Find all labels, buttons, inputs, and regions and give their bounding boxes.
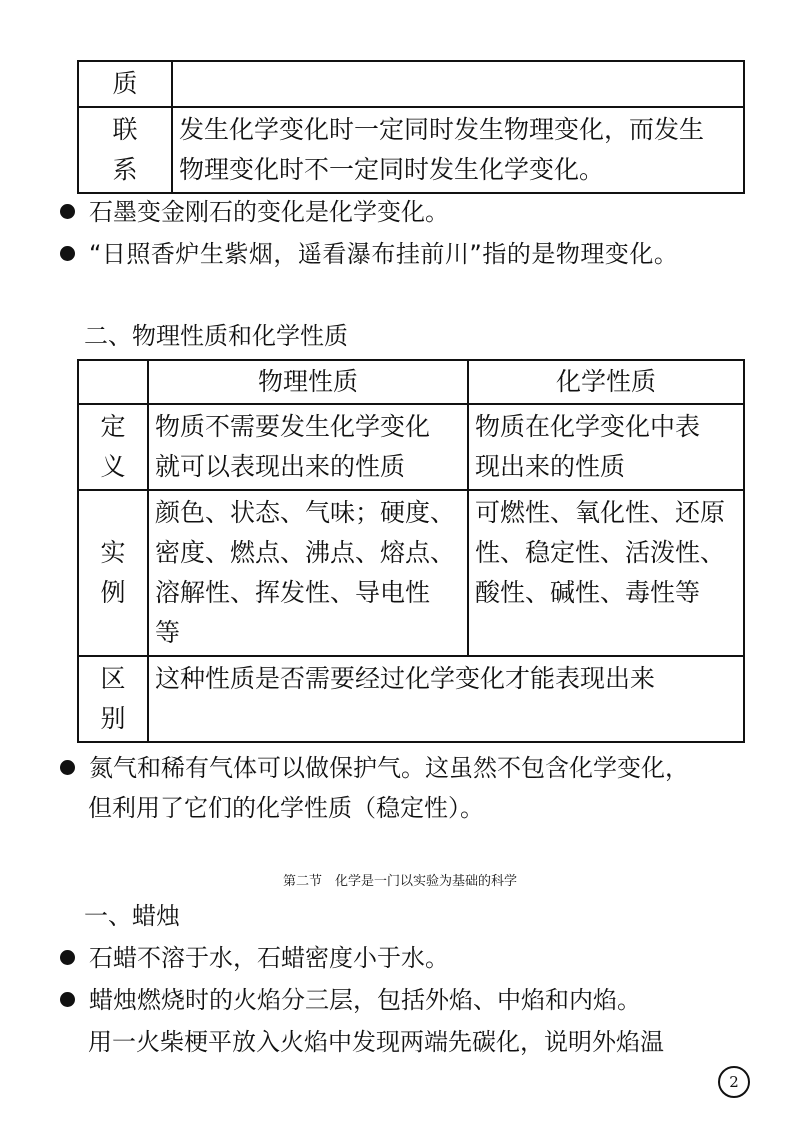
label-char: 别 bbox=[100, 704, 126, 733]
header-cell: 化学性质 bbox=[468, 360, 744, 404]
table-row bbox=[78, 107, 744, 193]
bullet-continuation: 但利用了它们的化学性质（稳定性）。 bbox=[88, 794, 484, 822]
bullet-icon bbox=[60, 992, 75, 1007]
table-cell bbox=[148, 404, 468, 490]
list-item bbox=[60, 980, 641, 1020]
list-item bbox=[60, 192, 449, 232]
bullet-text: 氮气和稀有气体可以做保护气。这虽然不包含化学变化， bbox=[89, 754, 689, 782]
label-char: 联 bbox=[112, 115, 138, 144]
label-char: 质 bbox=[112, 69, 138, 98]
label-char: 例 bbox=[100, 578, 126, 607]
cell-line: 性、稳定性、活泼性、 bbox=[475, 538, 726, 567]
cell-line: 等 bbox=[155, 618, 181, 647]
bullet-icon bbox=[60, 246, 75, 261]
properties-table bbox=[77, 359, 745, 743]
cell-line: 现出来的性质 bbox=[475, 452, 626, 481]
cell-line: 就可以表现出来的性质 bbox=[155, 452, 406, 481]
row-label bbox=[78, 490, 148, 656]
label-char: 义 bbox=[100, 452, 126, 481]
table-row bbox=[78, 490, 744, 656]
bullet-icon bbox=[60, 204, 75, 219]
list-item bbox=[60, 234, 678, 274]
table-cell bbox=[468, 490, 744, 656]
table-row bbox=[78, 61, 744, 107]
cell-line: 物理变化时不一定同时发生化学变化。 bbox=[179, 155, 605, 184]
list-item bbox=[60, 748, 689, 788]
table-cell: 这种性质是否需要经过化学变化才能表现出来 bbox=[148, 656, 744, 742]
cell-line: 物质不需要发生化学变化 bbox=[155, 412, 431, 441]
cell-line: 密度、燃点、沸点、熔点、 bbox=[155, 538, 456, 567]
row-label bbox=[78, 61, 172, 107]
row-label bbox=[78, 656, 148, 742]
table-row bbox=[78, 404, 744, 490]
label-char: 定 bbox=[100, 412, 126, 441]
label-char: 系 bbox=[112, 155, 138, 184]
cell-line: 物质在化学变化中表 bbox=[475, 412, 701, 441]
table-row bbox=[78, 656, 744, 742]
bullet-continuation: 用一火柴梗平放入火焰中发现两端先碳化，说明外焰温 bbox=[88, 1028, 664, 1056]
cell-line: 可燃性、氧化性、还原 bbox=[475, 498, 726, 527]
section-heading: 二、物理性质和化学性质 bbox=[84, 322, 348, 350]
table-cell bbox=[172, 107, 744, 193]
cell-line: 酸性、碱性、毒性等 bbox=[475, 578, 701, 607]
header-cell bbox=[78, 360, 148, 404]
bullet-icon bbox=[60, 950, 75, 965]
bullet-text: “日照香炉生紫烟，遥看瀑布挂前川”指的是物理变化。 bbox=[89, 240, 679, 268]
cell-line: 溶解性、挥发性、导电性 bbox=[155, 578, 431, 607]
list-item bbox=[60, 938, 449, 978]
table-header-row bbox=[78, 360, 744, 404]
bullet-text: 石蜡不溶于水，石蜡密度小于水。 bbox=[89, 944, 449, 972]
label-char: 实 bbox=[100, 538, 126, 567]
table-cell bbox=[468, 404, 744, 490]
cell-line: 颜色、状态、气味；硬度、 bbox=[155, 498, 456, 527]
section-title: 第二节 化学是一门以实验为基础的科学 bbox=[282, 874, 517, 889]
bullet-text: 蜡烛燃烧时的火焰分三层，包括外焰、中焰和内焰。 bbox=[89, 986, 641, 1014]
property-change-table bbox=[77, 60, 745, 194]
bullet-text: 石墨变金刚石的变化是化学变化。 bbox=[89, 198, 449, 226]
cell-line: 发生化学变化时一定同时发生物理变化，而发生 bbox=[179, 115, 705, 144]
table-cell bbox=[148, 490, 468, 656]
subheading: 一、蜡烛 bbox=[84, 902, 180, 930]
page-number: 2 bbox=[718, 1066, 750, 1098]
label-char: 区 bbox=[100, 664, 126, 693]
bullet-icon bbox=[60, 760, 75, 775]
table-cell bbox=[172, 61, 744, 107]
row-label bbox=[78, 107, 172, 193]
header-cell: 物理性质 bbox=[148, 360, 468, 404]
row-label bbox=[78, 404, 148, 490]
